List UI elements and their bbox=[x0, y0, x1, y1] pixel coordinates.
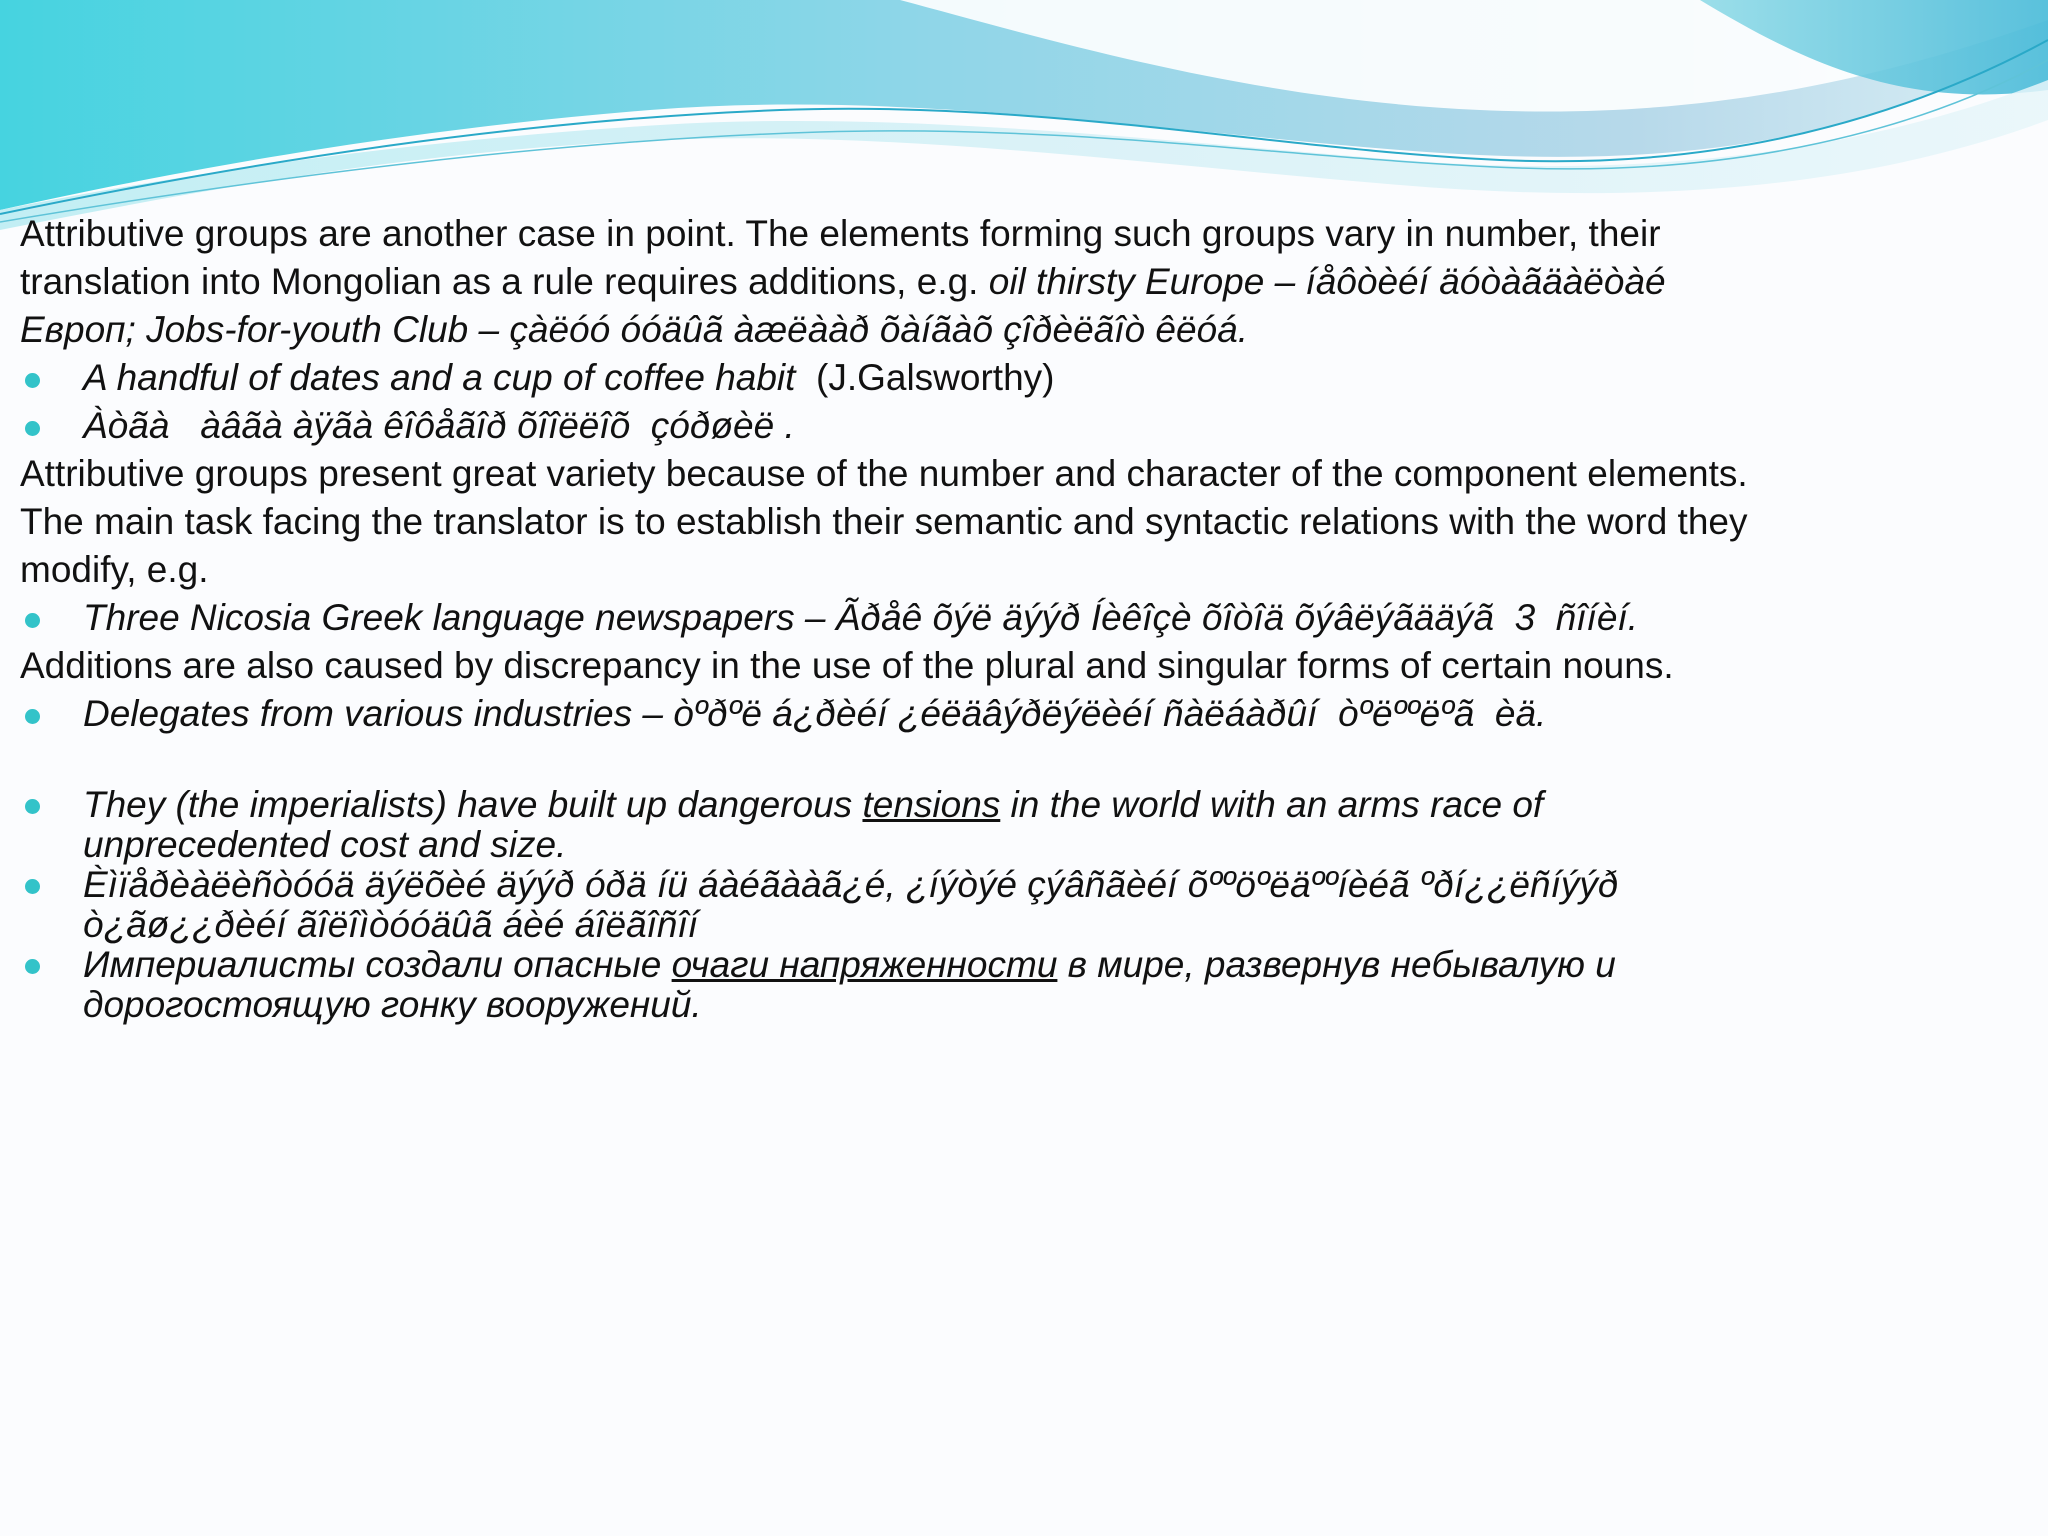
example-italic: Империалисты создали опасные bbox=[83, 944, 672, 985]
underlined-term: очаги напряженности bbox=[671, 944, 1058, 985]
paragraph-text: Additions are also caused by discrepancy in the use of the plural and singular forms of certain nouns. bbox=[20, 645, 1674, 686]
bullet-icon bbox=[23, 402, 45, 450]
bullet-icon bbox=[23, 865, 45, 913]
bullet-icon bbox=[23, 594, 45, 642]
example-italic: Àòãà àâãà àÿãà êîôåãîð õîîëëîõ çóðøèë . bbox=[83, 405, 795, 446]
spacer bbox=[20, 738, 1780, 785]
example-italic: в мире, развернув небывалую и дорогостоящую гонку вооружений. bbox=[83, 944, 1616, 1025]
bullet-icon bbox=[23, 354, 45, 402]
underlined-term: tensions bbox=[862, 784, 1001, 825]
list-item bbox=[20, 785, 1780, 865]
example-italic: in the world with an arms race of unprecedented cost and size. bbox=[83, 784, 1544, 865]
list-item bbox=[20, 865, 1780, 945]
example-italic: oil thirsty Europe – íåôòèéí äóòàãäàëòàé Европ; Jobs-for-youth Club – çàëóó óóäûã àæëààð õàíãàõ çîðèëãîò êëóá. bbox=[20, 261, 1666, 350]
example-italic: A handful of dates and a cup of coffee habit bbox=[83, 357, 796, 398]
list-item bbox=[20, 594, 1780, 642]
bullet-icon bbox=[23, 945, 45, 993]
example-italic: They (the imperialists) have built up dangerous bbox=[83, 784, 863, 825]
list-item bbox=[20, 945, 1780, 1025]
paragraph-attributive-groups bbox=[20, 210, 1780, 354]
slide-body bbox=[20, 210, 1780, 1025]
paragraph-text: Attributive groups present great variety because of the number and character of the component elements. The main task facing the translator is to establish their semantic and syntactic relations with the word they modify, e.g. bbox=[20, 453, 1748, 590]
list-item bbox=[20, 402, 1780, 450]
citation-text: (J.Galsworthy) bbox=[795, 357, 1055, 398]
bullet-icon bbox=[23, 690, 45, 738]
example-italic: Èìïåðèàëèñòóóä äýëõèé äýýð óðä íü áàéãààã¿é, ¿íýòýé çýâñãèéí õººöºëäººíèéã ºðí¿¿ëñíýýð ò¿ãø¿¿ðèéí ãîëîìòóóäûã áèé áîëãîñîí bbox=[83, 864, 1619, 945]
paragraph-additions bbox=[20, 642, 1780, 690]
example-italic: Three Nicosia Greek language newspapers – Ãðåê õýë äýýð Íèêîçè õîòîä õýâëýãääýã 3 ñîíèí. bbox=[83, 597, 1638, 638]
paragraph-text: Attributive groups are another case in point. The elements forming such groups vary in number, their translation into Mongolian as a rule requires additions, e.g. bbox=[20, 213, 1661, 302]
paragraph-variety bbox=[20, 450, 1780, 594]
list-item bbox=[20, 354, 1780, 402]
example-italic: Delegates from various industries – òºðºë á¿ðèéí ¿éëäâýðëýëèéí ñàëáàðûí òºëººëºã èä. bbox=[83, 693, 1547, 734]
list-item bbox=[20, 690, 1780, 738]
bullet-icon bbox=[23, 785, 45, 833]
header-wave-decoration bbox=[0, 0, 2048, 230]
